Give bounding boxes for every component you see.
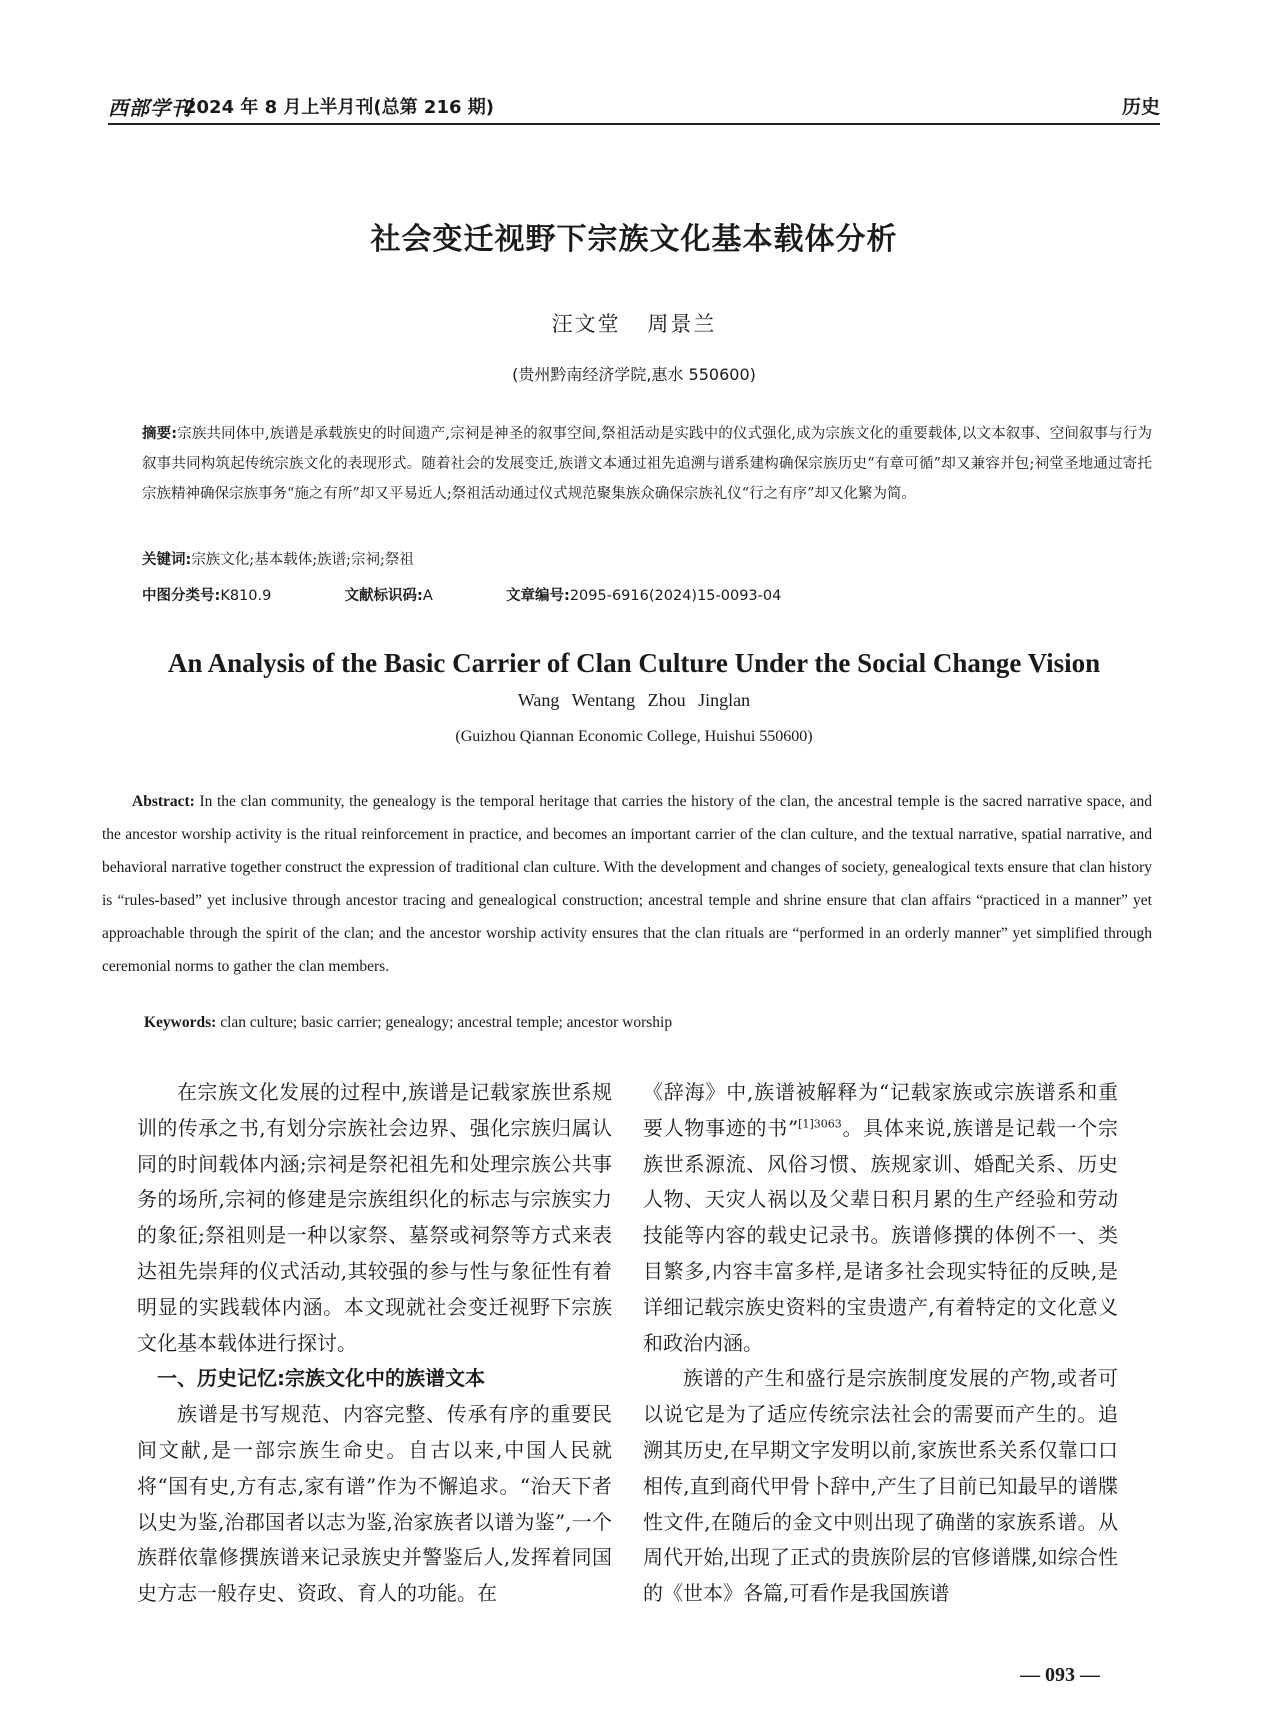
issue-info: 2024 年 8 月上半月刊(总第 216 期) [184, 97, 494, 118]
abstract-cn-text: 宗族共同体中,族谱是承载族史的时间遗产,宗祠是神圣的叙事空间,祭祖活动是实践中的仪式强化,成为宗族文化的重要载体,以文本叙事、空间叙事与行为叙事共同构筑起传统宗族文化的表现形式。随着社会的发展变迁,族谱文本通过祖先追溯与谱系建构确保宗族历史“有章可循”却又兼容并包;祠堂圣地通过寄托宗族精神确保宗族事务“施之有所”却又平易近人;祭祖活动通过仪式规范聚集族众确保宗族礼仪“行之有序”却又化繁为简。 [142, 426, 1152, 502]
body-column-left [137, 1075, 612, 1612]
citation-ref: [1]3063 [798, 1117, 842, 1131]
abstract-cn [142, 419, 1152, 509]
body-paragraph: 族谱的产生和盛行是宗族制度发展的产物,或者可以说它是为了适应传统宗法社会的需要而产生的。追溯其历史,在早期文字发明以前,家族世系关系仅靠口口相传,直到商代甲骨卜辞中,产生了目前已知最早的谱牒性文件,在随后的金文中则出现了确凿的家族系谱。从周代开始,出现了正式的贵族阶层的官修谱牒,如综合性的《世本》各篇,可看作是我国族谱 [643, 1366, 1118, 1606]
journal-logo: 西部学刊 [108, 96, 192, 120]
affiliation-en: (Guizhou Qiannan Economic College, Huishui 550600) [455, 728, 813, 745]
clc-label: 中图分类号: [142, 588, 221, 604]
body-paragraph: 在宗族文化发展的过程中,族谱是记载家族世系规训的传承之书,有划分宗族社会边界、强化宗族归属认同的时间载体内涵;宗祠是祭祀祖先和处理宗族公共事务的场所,宗祠的修建是宗族组织化的标志与宗族实力的象征;祭祖则是一种以家祭、墓祭或祠祭等方式来表达祖先崇拜的仪式活动,其较强的参与性与象征性有着明显的实践载体内涵。本文现就社会变迁视野下宗族文化基本载体进行探讨。 [137, 1080, 612, 1355]
keywords-cn-label: 关键词: [142, 552, 192, 568]
page-header [108, 92, 1160, 118]
authors-en: Wang Wentang Zhou Jinglan [517, 690, 751, 710]
clc-value: K810.9 [220, 588, 272, 604]
doc-code-value: A [422, 588, 433, 604]
body-text: 。具体来说,族谱是记载一个宗族世系源流、风俗习惯、族规家训、婚配关系、历史人物、天灾人祸以及父辈日积月累的生产经验和劳动技能等内容的载史记录书。族谱修撰的体例不一、类目繁多,内容丰富多样,是诸多社会现实特征的反映,是详细记载宗族史资料的宝贵遗产,有着特定的文化意义和政治内涵。 [643, 1115, 1118, 1355]
keywords-en-label: Keywords: [144, 1014, 217, 1031]
body-paragraph [643, 1075, 1118, 1361]
keywords-en-text: clan culture; basic carrier; genealogy; ancestral temple; ancestor worship [220, 1014, 673, 1031]
body-column-right [643, 1075, 1118, 1612]
header-divider [108, 123, 1160, 125]
article-no-value: 2095-6916(2024)15-0093-04 [569, 588, 782, 604]
section-heading: 一、历史记忆:宗族文化中的族谱文本 [157, 1366, 485, 1391]
page-number: — 093 — [1020, 1664, 1100, 1686]
article-no-label: 文章编号: [506, 588, 570, 604]
section-label: 历史 [1121, 96, 1160, 118]
keywords-en [144, 1014, 672, 1032]
abstract-en-text: In the clan community, the genealogy is the temporal heritage that carries the history of the clan, the ancestral temple is the sacred narrative space, and the ancestor worship activity is the ritual reinforcement in practice, and becomes an important carrier of the clan culture, and the textual narrative, spatial narrative, and behavioral narrative together construct the expression of traditional clan culture. With the development and changes of society, genealogical texts ensure that clan history is “rules-based” yet inclusive through ancestor tracing and genealogical construction; ancestral temple and shrine ensure that clan affairs “practiced in a manner” yet approachable through the spirit of the clan; and the ancestor worship activity ensures that the clan rituals are “performed in an orderly manner” yet simplified through ceremonial norms to gather the clan members. [102, 793, 1152, 975]
body-text: 《辞海》中,族谱被解释为“记载家族或宗族谱系和重要人物事迹的书” [643, 1080, 1118, 1140]
body-paragraph: 族谱是书写规范、内容完整、传承有序的重要民间文献,是一部宗族生命史。自古以来,中国人民就将“国有史,方有志,家有谱”作为不懈追求。“治天下者以史为鉴,治郡国者以志为鉴,治家族者以谱为鉴”,一个族群依靠修撰族谱来记录族史并警鉴后人,发挥着同国史方志一般存史、资政、育人的功能。在 [137, 1402, 612, 1606]
authors-cn: 汪文堂 周景兰 [551, 312, 717, 336]
abstract-en [102, 785, 1152, 983]
doc-code-label: 文献标识码: [344, 588, 423, 604]
classification-line [142, 584, 1142, 605]
keywords-cn [142, 548, 414, 569]
keywords-cn-text: 宗族文化;基本载体;族谱;宗祠;祭祖 [191, 552, 414, 568]
abstract-en-label: Abstract: [132, 793, 195, 810]
article-title-en: An Analysis of the Basic Carrier of Clan Culture Under the Social Change Vision [167, 648, 1101, 678]
article-title-cn: 社会变迁视野下宗族文化基本载体分析 [370, 222, 898, 257]
affiliation-cn: (贵州黔南经济学院,惠水 550600) [512, 365, 756, 384]
abstract-cn-label: 摘要: [142, 426, 178, 442]
